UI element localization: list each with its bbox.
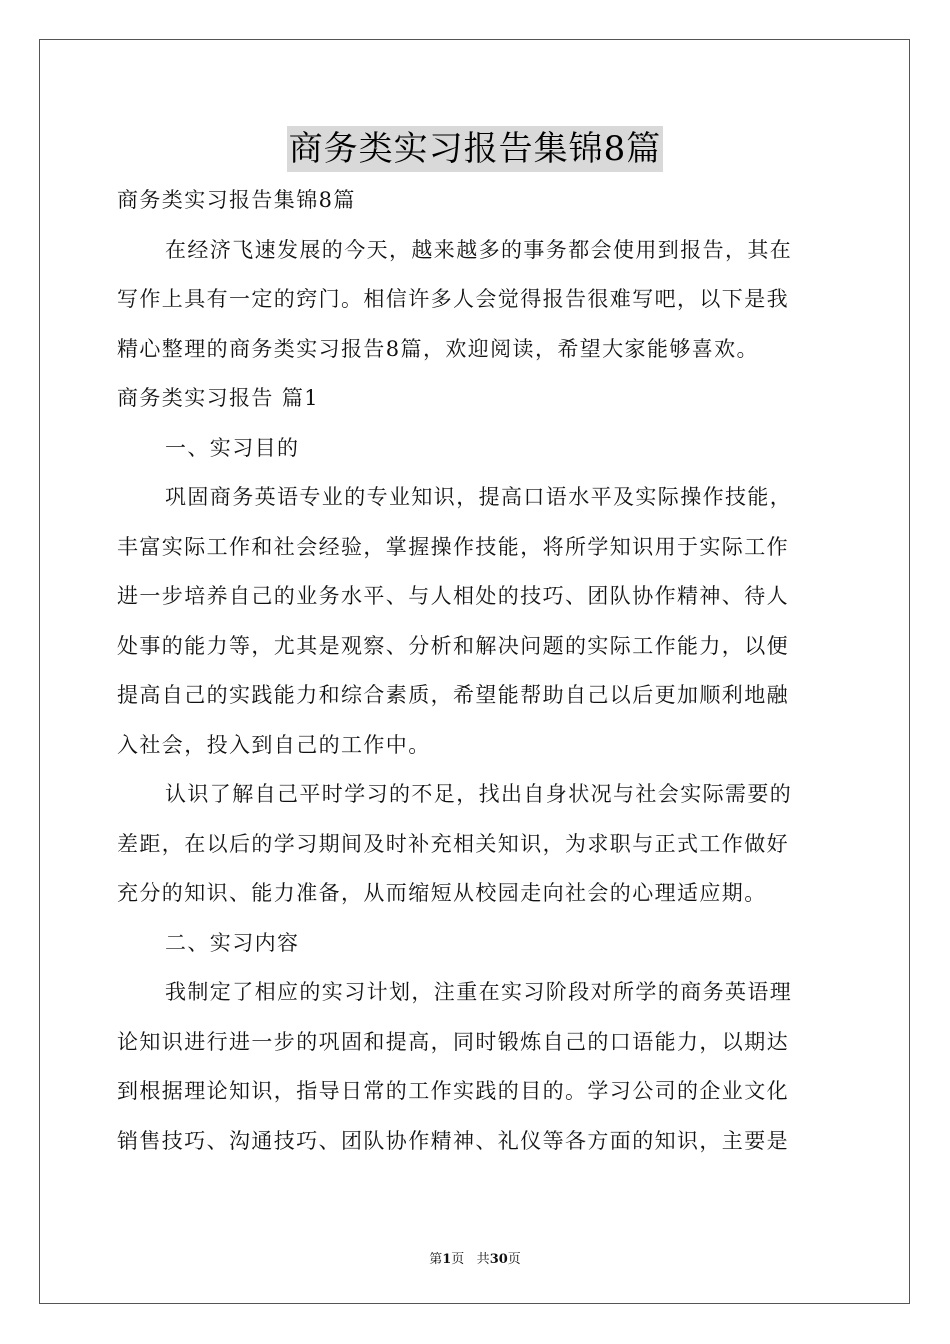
footer-total-suffix: 页 bbox=[507, 1252, 521, 1267]
text-line: 二、实习内容 bbox=[165, 930, 300, 955]
text-line: 丰富实际工作和社会经验，掌握操作技能，将所学知识用于实际工作 bbox=[117, 534, 789, 559]
footer-page-suffix: 页 bbox=[451, 1252, 465, 1267]
footer-prefix: 第 bbox=[429, 1252, 443, 1267]
text-line: 充分的知识、能力准备，从而缩短从校园走向社会的心理适应期。 bbox=[117, 881, 767, 905]
text-line: 到根据理论知识，指导日常的工作实践的目的。学习公司的企业文化 bbox=[117, 1079, 789, 1103]
text-line: 写作上具有一定的窍门。相信许多人会觉得报告很难写吧，以下是我 bbox=[117, 287, 789, 311]
text-line: 入社会，投入到自己的工作中。 bbox=[117, 732, 431, 757]
page-footer bbox=[0, 1248, 950, 1267]
text-line: 差距，在以后的学习期间及时补充相关知识，为求职与正式工作做好 bbox=[117, 831, 789, 856]
footer-total-prefix: 共 bbox=[476, 1252, 490, 1267]
document-body bbox=[117, 180, 833, 1170]
text-line: 提高自己的实践能力和综合素质，希望能帮助自己以后更加顺利地融 bbox=[117, 683, 789, 707]
text-line: 商务类实习报告集锦8篇 bbox=[117, 188, 356, 212]
text-line: 巩固商务英语专业的专业知识，提高口语水平及实际操作技能， bbox=[165, 485, 793, 509]
text-line: 认识了解自己平时学习的不足，找出自身状况与社会实际需要的 bbox=[165, 782, 793, 806]
document-title: 商务类实习报告集锦8篇 bbox=[287, 126, 664, 172]
title-wrap bbox=[0, 126, 950, 172]
text-line: 商务类实习报告 篇1 bbox=[117, 386, 320, 410]
text-line: 我制定了相应的实习计划，注重在实习阶段对所学的商务英语理 bbox=[165, 980, 793, 1004]
text-line: 销售技巧、沟通技巧、团队协作精神、礼仪等各方面的知识，主要是 bbox=[117, 1128, 789, 1153]
text-line: 一、实习目的 bbox=[165, 435, 300, 460]
text-line: 精心整理的商务类实习报告8篇，欢迎阅读，希望大家能够喜欢。 bbox=[117, 336, 759, 361]
text-line: 论知识进行进一步的巩固和提高，同时锻炼自己的口语能力，以期达 bbox=[117, 1029, 789, 1054]
text-line: 在经济飞速发展的今天，越来越多的事务都会使用到报告，其在 bbox=[165, 237, 793, 262]
text-line: 进一步培养自己的业务水平、与人相处的技巧、团队协作精神、待人 bbox=[117, 584, 789, 608]
text-line: 处事的能力等，尤其是观察、分析和解决问题的实际工作能力，以便 bbox=[117, 633, 789, 658]
total-pages-number: 30 bbox=[489, 1252, 508, 1267]
current-page-number: 1 bbox=[442, 1252, 452, 1267]
